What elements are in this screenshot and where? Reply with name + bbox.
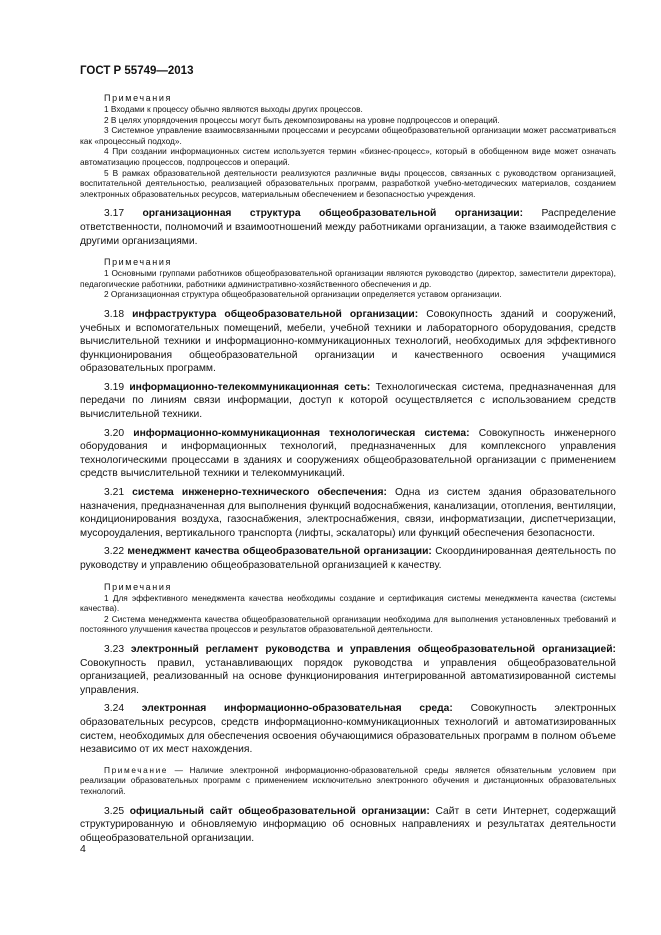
term-definition: Технологическая система, предназначенная для передачи по линиям связи информации, доступ к которой осуществляется с использованием средств вычислительной техники. <box>80 381 616 421</box>
term-number: 3.19 <box>104 381 125 393</box>
term-3-21 <box>80 486 616 540</box>
term-3-24 <box>80 702 616 756</box>
term-3-22 <box>80 545 616 572</box>
term-title: официальный сайт общеобразовательной организации: <box>129 805 430 817</box>
note-item: 2 Организационная структура общеобразовательной организации определяется уставом организации. <box>104 289 502 300</box>
note-item: 1 Для эффективного менеджмента качества необходимы создание и сертификация системы менеджмента качества (системы качества). <box>80 592 616 614</box>
term-title: организационная структура общеобразовательной организации: <box>142 208 524 220</box>
term-title: электронный регламент руководства и управления общеобразовательной организацией: <box>130 643 616 655</box>
inline-note-heading: Примечание <box>104 764 169 775</box>
term-number: 3.17 <box>104 208 125 220</box>
term-title: электронная информационно-образовательная среда: <box>141 703 453 715</box>
term-number: 3.18 <box>104 308 125 320</box>
term-definition: Одна из систем здания образовательного назначения, предназначенная для выполнения функций водоснабжения, канализации, отопления, вентиляции, кондиционирования воздуха, газоснабжения, электроснабжения, связи, информатизации, диспетчеризации, мусороудаления, вертикального транспорта (лифты, эскалаторы) или функций обеспечения безопасности. <box>80 487 616 539</box>
page-number: 4 <box>80 843 86 855</box>
term-definition: Совокупность зданий и сооружений, учебных и вспомогательных помещений, мебели, учебной техники и лабораторного оборудования, средств вычислительной техники и информационно-коммуникационных технологий, необходимых для эффективного функционирования общеобразовательной организации и качественного освоения учащимися образовательных программ. <box>80 308 616 375</box>
term-definition: Сайт в сети Интернет, содержащий структурированную и обновляемую информацию об основных направлениях и результатах деятельности общеобразовательной организации. <box>80 805 616 844</box>
document-header: ГОСТ Р 55749—2013 <box>80 65 194 77</box>
term-title: система инженерно-технического обеспечения: <box>132 487 387 499</box>
term-3-25 <box>80 805 616 846</box>
document-body <box>80 92 616 845</box>
term-number: 3.20 <box>104 427 125 439</box>
note-item: 5 В рамках образовательной деятельности реализуются различные виды процессов, связанных с руководством организацией, воспитательной деятельностью, реализацией образовательных программ, разработкой учебно-методических материалов, созданием электронных образовательных ресурсов, материальным обеспечением и безопасностью учреждения. <box>80 167 616 199</box>
term-number: 3.23 <box>104 643 125 655</box>
term-title: информационно-коммуникационная технологическая система: <box>133 427 470 439</box>
term-definition: Совокупность правил, устанавливающих порядок руководства и управления общеобразовательной организацией, реализованный на основе функционирования интегрированной автоматизированной системы управления. <box>80 657 616 696</box>
note-item: 4 При создании информационных систем используется термин «бизнес-процесс», который в обобщенном виде может означать автоматизацию процессов, подпроцессов и операций. <box>80 146 616 167</box>
term-number: 3.22 <box>104 546 125 558</box>
inline-note-text: — Наличие электронной информационно-образовательной среды является обязательным условием при реализации образовательных программ с применением исключительно электронного обучения и дистанционных образовательных технологий. <box>80 764 616 796</box>
term-definition: Распределение ответственности, полномочий и взаимоотношений между работниками организации, а также взаимодействия с другими организациями. <box>80 208 616 247</box>
notes-heading: Примечания <box>104 257 172 268</box>
term-title: информационно-телекоммуникационная сеть: <box>129 381 371 393</box>
term-number: 3.24 <box>104 703 125 715</box>
note-item: 3 Системное управление взаимосвязанными процессами и ресурсами общеобразовательной организации может рассматриваться как «процессный подход». <box>80 125 616 146</box>
note-item: 2 Система менеджмента качества общеобразовательной организации необходима для выполнения установленных требований и постоянного улучшения качества процессов и результатов образовательной деятельности. <box>80 613 616 635</box>
term-definition: Скоординированная деятельность по руководству и управлению общеобразовательной организацией к качеству. <box>80 546 616 571</box>
notes-heading: Примечания <box>104 93 172 103</box>
term-title: менеджмент качества общеобразовательной организации: <box>127 546 432 558</box>
term-definition: Совокупность инженерного оборудования и информационных технологий, предназначенных для комплексного управления технологическими процессами в зданиях и сооружениях общеобразовательной организации с применением средств вычислительной техники и телекоммуникаций. <box>80 427 616 480</box>
term-3-19 <box>80 381 616 422</box>
note-item: 1 Входами к процессу обычно являются выходы других процессов. <box>104 104 363 114</box>
term-definition: Совокупность электронных образовательных ресурсов, средств информационно-коммуникационных технологий и автоматизированных систем, необходимых для обеспечения освоения обучающимися образовательных программ в полном объеме независимо от их мест нахождения. <box>80 703 616 756</box>
term-number: 3.25 <box>104 805 125 817</box>
notes-heading: Примечания <box>104 581 172 592</box>
term-3-20 <box>80 427 616 481</box>
term-number: 3.21 <box>104 487 125 499</box>
term-3-17 <box>80 207 616 248</box>
inline-note <box>80 765 616 797</box>
note-item: 2 В целях упорядочения процессы могут быть декомпозированы на уровне подпроцессов и операций. <box>104 114 500 125</box>
note-item: 1 Основными группами работников общеобразовательной организации являются руководство (директор, заместители директора), педагогические работники, работники административно-хозяйственного обеспечения и др. <box>80 268 616 289</box>
term-title: инфраструктура общеобразовательной организации: <box>132 308 419 320</box>
term-3-23 <box>80 643 616 697</box>
term-3-18 <box>80 308 616 376</box>
